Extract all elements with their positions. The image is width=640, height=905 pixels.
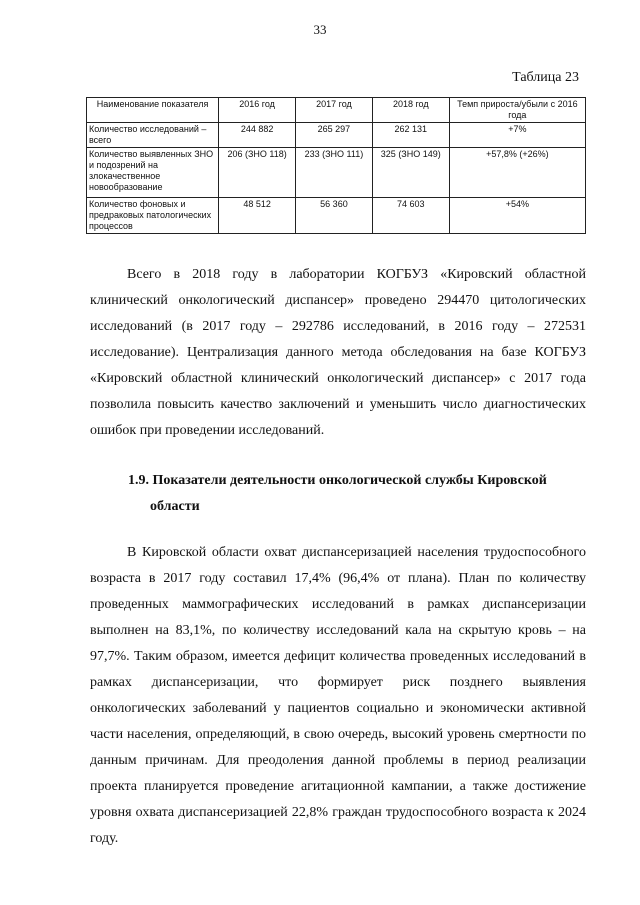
table-header-row xyxy=(87,98,586,123)
cell-growth-rate: +57,8% (+26%) xyxy=(449,148,585,198)
table-row xyxy=(87,198,586,234)
section-heading xyxy=(128,468,588,520)
paragraph-text: Всего в 2018 году в лаборатории КОГБУЗ «Кировский областной клинический онкологический диспансер» проведено 294470 цитологических исследований (в 2017 году – 292786 исследований, в 2016 году – 272531 исследование). Централизация данного метода обследования на базе КОГБУЗ «Кировский областной клинический онкологический диспансер» с 2017 года позволила повысить качество заключений и уменьшить число диагностических ошибок при проведении исследований. xyxy=(90,267,586,438)
cell-2017: 56 360 xyxy=(296,198,373,234)
cell-2016: 48 512 xyxy=(219,198,296,234)
paragraph-text: В Кировской области охват диспансеризацией населения трудоспособного возраста в 2017 году составил 17,4% (96,4% от плана). План по количеству проведенных маммографических исследований в рамках диспансеризации выполнен на 83,1%, по количеству исследований кала на скрытую кровь – на 97,7%. Таким образом, имеется дефицит количества проведенных исследований в рамках диспансеризации, что формирует риск позднего выявления онкологических заболеваний у пациентов социально и экономически активной части населения, определяющий, в свою очередь, высокий уровень смертности по данным причинам. Для преодоления данной проблемы в период реализации проекта планируется проведение агитационной кампании, а также достижение уровня охвата диспансеризацией 22,8% граждан трудоспособного возраста к 2024 году. xyxy=(90,545,586,846)
table-row xyxy=(87,123,586,148)
header-2018: 2018 год xyxy=(372,98,449,123)
cell-2018: 74 603 xyxy=(372,198,449,234)
row-label: Количество фоновых и предраковых патологических процессов xyxy=(87,198,219,234)
row-label: Количество исследований – всего xyxy=(87,123,219,148)
cell-2018: 325 (ЗНО 149) xyxy=(372,148,449,198)
header-2016: 2016 год xyxy=(219,98,296,123)
cell-growth-rate: +7% xyxy=(449,123,585,148)
header-growth-rate: Темп прироста/убыли с 2016 года xyxy=(449,98,585,123)
cell-2017: 233 (ЗНО 111) xyxy=(296,148,373,198)
header-2017: 2017 год xyxy=(296,98,373,123)
cell-growth-rate: +54% xyxy=(449,198,585,234)
table-caption: Таблица 23 xyxy=(512,70,579,85)
paragraph-cytology xyxy=(90,262,586,444)
cell-2016: 244 882 xyxy=(219,123,296,148)
page-number: 33 xyxy=(313,22,327,37)
indicator-table xyxy=(86,97,586,234)
cell-2018: 262 131 xyxy=(372,123,449,148)
table-row xyxy=(87,148,586,198)
paragraph-screening xyxy=(90,540,586,852)
cell-2016: 206 (ЗНО 118) xyxy=(219,148,296,198)
header-indicator: Наименование показателя xyxy=(87,98,219,123)
section-heading-line1: 1.9. Показатели деятельности онкологической службы Кировской xyxy=(128,473,547,488)
row-label: Количество выявленных ЗНО и подозрений на злокачественное новообразование xyxy=(87,148,219,198)
cell-2017: 265 297 xyxy=(296,123,373,148)
section-heading-line2: области xyxy=(150,499,200,514)
